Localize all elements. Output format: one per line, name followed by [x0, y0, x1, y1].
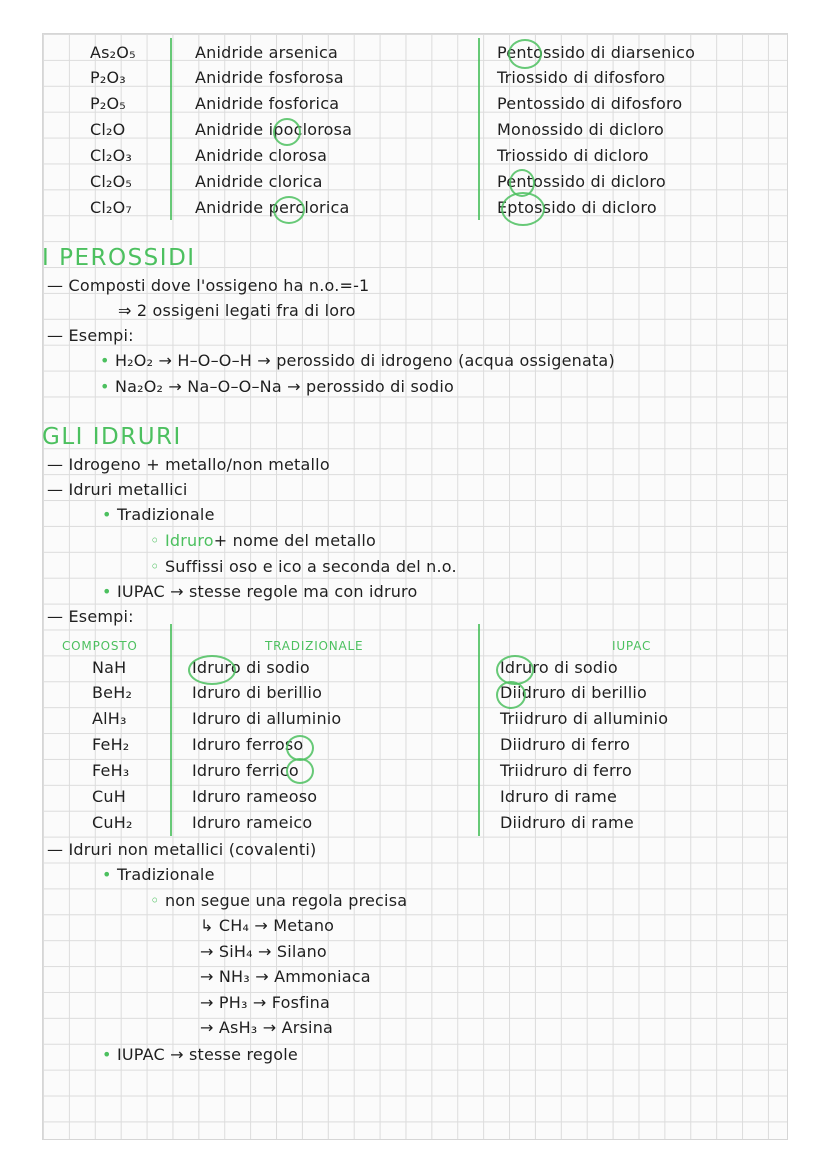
formula-cell: Cl₂O	[90, 120, 126, 139]
example-text: H₂O₂ → H–O–O–H → perossido di idrogeno (acqua ossigenata)	[114, 351, 615, 370]
highlight-circle	[273, 196, 305, 224]
idruri-non-metallici: — Idruri non metallici (covalenti)	[47, 840, 317, 859]
bullet: •	[102, 582, 117, 601]
perossidi-definition: — Composti dove l'ossigeno ha n.o.=-1	[47, 276, 370, 295]
traditional-label	[102, 505, 215, 525]
iupac-cell: Triidruro di alluminio	[500, 709, 669, 728]
traditional-cell: Idruro ferrico	[192, 761, 299, 780]
traditional-cell: Anidride clorica	[195, 172, 323, 191]
iupac-cell: Idruro di rame	[500, 787, 617, 806]
rule-text: + nome del metallo	[213, 531, 377, 550]
iupac-cell: Triossido di difosforo	[497, 68, 666, 87]
formula-cell: NaH	[92, 658, 127, 677]
column-divider	[478, 624, 480, 836]
nonmetal-hydride-item: → SiH₄ → Silano	[200, 942, 327, 961]
highlight-circle	[508, 39, 542, 69]
perossidi-example	[100, 351, 615, 371]
formula-cell: Cl₂O₇	[90, 198, 133, 217]
rule-text: non segue una regola precisa	[164, 891, 408, 910]
traditional-cell: Anidride fosforosa	[195, 68, 344, 87]
traditional-cell: Anidride arsenica	[195, 43, 338, 62]
perossidi-definition-detail: ⇒ 2 ossigeni legati fra di loro	[118, 301, 356, 320]
iupac-cell: Pentossido di difosforo	[497, 94, 683, 113]
iupac-cell: Monossido di dicloro	[497, 120, 665, 139]
formula-cell: BeH₂	[92, 683, 133, 702]
column-divider	[478, 38, 480, 220]
section-heading-perossidi: I PEROSSIDI	[42, 245, 196, 271]
traditional-cell: Anidride ipoclorosa	[195, 120, 353, 139]
formula-cell: AlH₃	[92, 709, 127, 728]
formula-cell: CuH₂	[92, 813, 133, 832]
perossidi-example	[100, 377, 454, 397]
highlight-circle	[501, 192, 545, 226]
formula-cell: FeH₃	[92, 761, 130, 780]
rule-nonmetal	[150, 891, 407, 911]
nonmetal-hydride-item: → PH₃ → Fosfina	[200, 993, 330, 1012]
formula-cell: FeH₂	[92, 735, 130, 754]
traditional-cell: Idruro di sodio	[192, 658, 310, 677]
iupac-text: IUPAC → stesse regole ma con idruro	[116, 582, 418, 601]
column-divider	[170, 624, 172, 836]
iupac-cell: Idruro di sodio	[500, 658, 618, 677]
column-header-composto: COMPOSTO	[62, 639, 138, 653]
rule-text: Suffissi oso e ico a seconda del n.o.	[164, 557, 457, 576]
iupac-cell: Triossido di dicloro	[497, 146, 649, 165]
iupac-text: IUPAC → stesse regole	[116, 1045, 298, 1064]
traditional-cell: Idruro di alluminio	[192, 709, 342, 728]
iupac-cell: Diidruro di rame	[500, 813, 634, 832]
iupac-cell: Eptossido di dicloro	[497, 198, 657, 217]
traditional-cell: Anidride fosforica	[195, 94, 340, 113]
highlight-circle	[496, 655, 534, 685]
highlight-circle	[188, 655, 236, 685]
iupac-cell: Pentossido di diarsenico	[497, 43, 696, 62]
column-header-iupac: IUPAC	[612, 639, 652, 653]
bullet: •	[102, 1045, 117, 1064]
example-text: Na₂O₂ → Na–O–O–Na → perossido di sodio	[114, 377, 454, 396]
traditional-cell: Idruro rameico	[192, 813, 313, 832]
nonmetal-hydride-item: → NH₃ → Ammoniaca	[200, 967, 371, 986]
formula-cell: P₂O₃	[90, 68, 126, 87]
traditional-text: Tradizionale	[116, 865, 215, 884]
highlight-circle	[273, 118, 301, 146]
nonmetal-hydride-item: → AsH₃ → Arsina	[200, 1018, 334, 1037]
rule-suffix	[150, 557, 457, 577]
bullet: •	[102, 865, 117, 884]
column-header-tradizionale: TRADIZIONALE	[265, 639, 364, 653]
bullet: ◦	[150, 557, 165, 576]
bullet: •	[100, 377, 115, 396]
highlight-circle	[286, 758, 314, 784]
idruri-metallici: — Idruri metallici	[47, 480, 188, 499]
formula-cell: As₂O₅	[90, 43, 136, 62]
traditional-label	[102, 865, 215, 885]
traditional-cell: Idruro ferroso	[192, 735, 304, 754]
iupac-cell: Diidruro di ferro	[500, 735, 631, 754]
iupac-rule	[102, 1045, 298, 1065]
formula-cell: P₂O₅	[90, 94, 126, 113]
idruri-examples-label: — Esempi:	[47, 607, 134, 626]
bullet: ◦	[150, 891, 165, 910]
formula-cell: CuH	[92, 787, 126, 806]
iupac-rule	[102, 582, 417, 602]
iupac-cell: Diidruro di berillio	[500, 683, 648, 702]
bullet: ◦	[150, 531, 165, 550]
rule-idruro	[150, 531, 376, 551]
traditional-cell: Anidride clorosa	[195, 146, 328, 165]
traditional-cell: Anidride perclorica	[195, 198, 350, 217]
rule-keyword: Idruro	[164, 531, 214, 550]
bullet: •	[100, 351, 115, 370]
iupac-cell: Triidruro di ferro	[500, 761, 632, 780]
formula-cell: Cl₂O₅	[90, 172, 133, 191]
bullet: •	[102, 505, 117, 524]
formula-cell: Cl₂O₃	[90, 146, 133, 165]
iupac-cell: Pentossido di dicloro	[497, 172, 666, 191]
traditional-cell: Idruro rameoso	[192, 787, 318, 806]
perossidi-examples-label: — Esempi:	[47, 326, 134, 345]
nonmetal-hydride-item: ↳ CH₄ → Metano	[200, 916, 335, 935]
idruri-definition: — Idrogeno + metallo/non metallo	[47, 455, 330, 474]
traditional-cell: Idruro di berillio	[192, 683, 323, 702]
highlight-circle	[496, 681, 526, 709]
column-divider	[170, 38, 172, 220]
traditional-text: Tradizionale	[116, 505, 215, 524]
section-heading-idruri: GLI IDRURI	[42, 424, 182, 450]
